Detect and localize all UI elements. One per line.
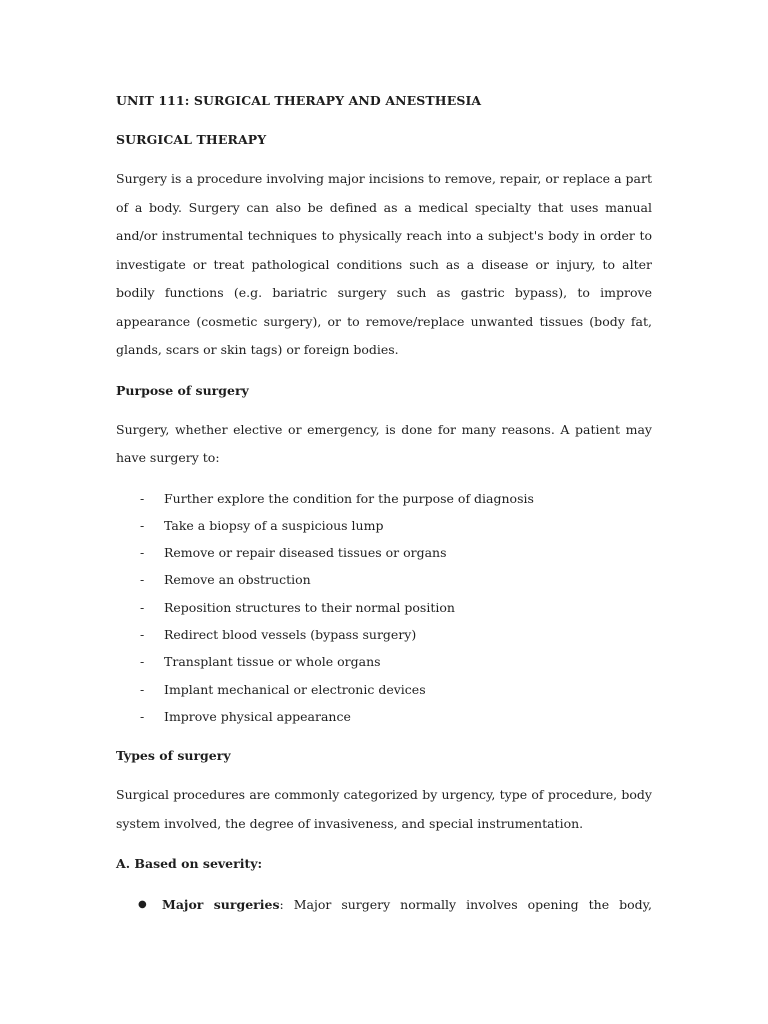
purpose-heading: Purpose of surgery <box>116 382 249 398</box>
major-surgeries-item <box>116 891 652 919</box>
bullet-icon: ● <box>138 899 147 911</box>
list-item-text: Transplant tissue or whole organs <box>164 654 381 670</box>
dash-marker: - <box>140 545 145 561</box>
list-item <box>116 539 652 566</box>
types-paragraph: Surgical procedures are commonly categorized by urgency, type of procedure, body system involved, the degree of invasiveness, and special instrumentation. <box>116 787 652 831</box>
list-item-text: Improve physical appearance <box>164 708 351 724</box>
unit-title: UNIT 111: SURGICAL THERAPY AND ANESTHESIA <box>116 93 482 108</box>
list-item <box>116 703 652 730</box>
dash-marker: - <box>140 654 145 670</box>
document-content <box>116 93 652 919</box>
list-item-text: Redirect blood vessels (bypass surgery) <box>164 626 417 642</box>
purpose-paragraph: Surgery, whether elective or emergency, is done for many reasons. A patient may have surgery to: <box>116 421 652 465</box>
list-item-text: Remove an obstruction <box>164 572 311 588</box>
dash-marker: - <box>140 681 145 697</box>
types-heading: Types of surgery <box>116 748 231 764</box>
dash-marker: - <box>140 626 145 642</box>
dash-marker: - <box>140 517 145 533</box>
list-item <box>116 566 652 593</box>
list-item-text: Take a biopsy of a suspicious lump <box>164 517 384 533</box>
list-item-text: Remove or repair diseased tissues or organs <box>164 545 447 561</box>
list-item <box>116 594 652 621</box>
list-item <box>116 676 652 703</box>
section-title: SURGICAL THERAPY <box>116 132 267 147</box>
dash-marker: - <box>140 599 145 615</box>
list-item <box>116 485 652 512</box>
list-item-text: Further explore the condition for the purpose of diagnosis <box>164 490 534 506</box>
list-item <box>116 621 652 648</box>
list-item <box>116 512 652 539</box>
major-surgeries-text <box>162 891 652 919</box>
purpose-list <box>116 485 652 731</box>
list-item-text: Reposition structures to their normal position <box>164 599 455 615</box>
list-item <box>116 648 652 675</box>
severity-heading: A. Based on severity: <box>116 856 263 872</box>
dash-marker: - <box>140 708 145 724</box>
dash-marker: - <box>140 572 145 588</box>
major-surgeries-description: : Major surgery normally involves opening the body, <box>279 897 652 913</box>
dash-marker: - <box>140 490 145 506</box>
intro-paragraph: Surgery is a procedure involving major incisions to remove, repair, or replace a part of a body. Surgery can also be defined as a medical specialty that uses manual and/or instrumental techniques to physically reach into a subject's body in order to investigate or treat pathological conditions such as a disease or injury, to alter bodily functions (e.g. bariatric surgery such as gastric bypass), to improve appearance (cosmetic surgery), or to remove/replace unwanted tissues (body fat, glands, scars or skin tags) or foreign bodies. <box>116 171 652 357</box>
major-surgeries-label: Major surgeries <box>162 897 280 913</box>
list-item-text: Implant mechanical or electronic devices <box>164 681 426 697</box>
